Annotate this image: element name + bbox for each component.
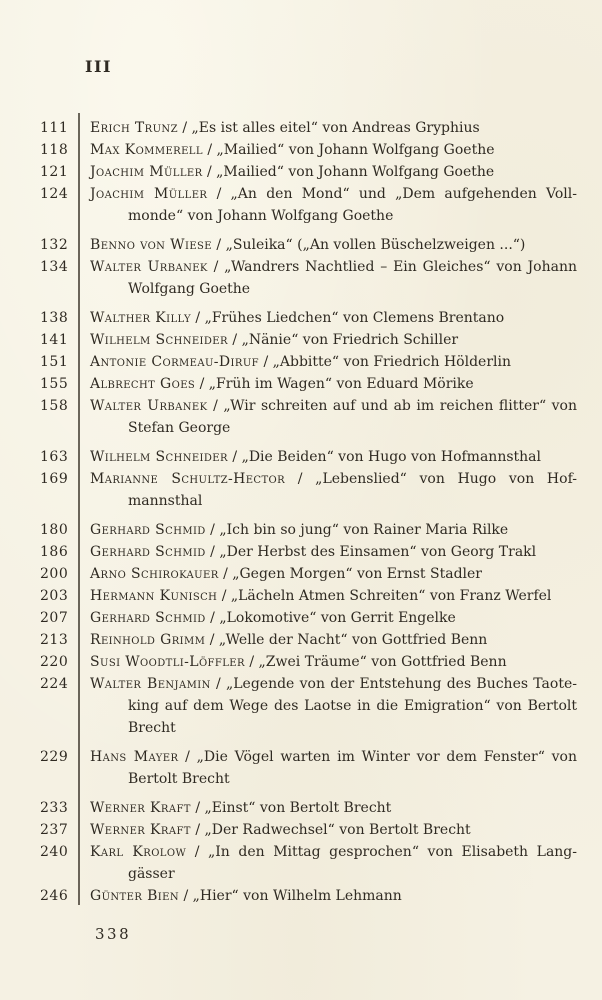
entry-text [90,183,602,227]
entry-page-number: 237 [40,822,69,838]
toc-entry [0,329,602,351]
entry-title-text: / „Hier“ von Wilhelm Lehmann [179,888,402,904]
entry-first-line [90,746,577,768]
entry-title-text: / „Die Beiden“ von Hugo von Hofmannsthal [227,449,541,465]
entry-first-line [90,183,577,205]
entry-text [90,607,602,629]
entry-title-text: king auf dem Wege des Laotse in die Emigration“ von Bertolt [128,698,577,714]
entry-author: Reinhold Grimm [90,632,206,648]
entry-text [90,256,602,300]
entry-author: Walter Benjamin [90,676,211,692]
entry-title-text: / „Zwei Träume“ von Gottfried Benn [244,654,507,670]
entry-author: Hermann Kunisch [90,588,218,604]
entry-author: Susi Woodtli-Löffler [90,654,245,670]
entry-text [90,885,602,907]
toc-entry [0,139,602,161]
entry-text [90,373,602,395]
entry-title-text: / „Die Vögel warten im Winter vor dem Fenster“ von [178,749,577,765]
entry-page-number: 186 [40,544,69,560]
entry-author: Werner Kraft [90,822,191,838]
toc-entry [0,585,602,607]
toc-entry [0,797,602,819]
entry-page-number: 203 [40,588,69,604]
entry-title-text: / „Lokomotive“ von Gerrit Engelke [205,610,456,626]
entry-title-text: / „Mailied“ von Johann Wolfgang Goethe [202,142,495,158]
entry-first-line [90,651,577,673]
entry-title-text: / „Einst“ von Bertolt Brecht [190,800,392,816]
toc-entry [0,117,602,139]
entry-title-text: / „Suleika“ („An vollen Büschelzweigen ...“) [211,237,526,253]
entry-author: Erich Trunz [90,120,178,136]
entry-first-line [90,885,577,907]
entry-author: Marianne Schultz-Hector [90,471,286,487]
toc-group [0,746,602,790]
entry-first-line [90,351,577,373]
toc-entry [0,351,602,373]
entry-text [90,651,602,673]
entry-title-text: Wolfgang Goethe [128,281,251,297]
entry-first-line [90,117,577,139]
entry-page-number: 111 [40,120,69,136]
entry-title-text: / „Der Radwechsel“ von Bertolt Brecht [190,822,471,838]
entry-first-line [90,563,577,585]
toc-entry [0,607,602,629]
entry-title-text: / „Früh im Wagen“ von Eduard Mörike [195,376,474,392]
entry-author: Walter Urbanek [90,398,208,414]
toc-entry [0,307,602,329]
entry-page-number: 138 [40,310,69,326]
entry-first-line [90,256,577,278]
toc-group [0,519,602,739]
entry-text [90,234,602,256]
entry-title-text: mannsthal [128,493,203,509]
entry-first-line [90,519,577,541]
entry-first-line [90,395,577,417]
entry-page-number: 240 [40,844,69,860]
toc-entry [0,468,602,512]
entry-text [90,563,602,585]
entry-text [90,117,602,139]
toc-entry [0,183,602,227]
entry-author: Karl Krolow [90,844,187,860]
entry-title-text: / „Abbitte“ von Friedrich Hölderlin [259,354,511,370]
toc-entry [0,563,602,585]
entry-text [90,446,602,468]
entry-page-number: 224 [40,676,69,692]
entry-page-number: 163 [40,449,69,465]
entry-page-number: 118 [40,142,69,158]
entry-title-text: / „Wir schreiten auf und ab im reichen flitter“ von [207,398,578,414]
entry-author: Arno Schirokauer [90,566,219,582]
entry-continuation-line [90,717,577,739]
entry-author: Gerhard Schmid [90,610,206,626]
entry-text [90,519,602,541]
entry-page-number: 158 [40,398,69,414]
entry-first-line [90,585,577,607]
toc-entry [0,651,602,673]
entry-first-line [90,541,577,563]
toc-entry [0,395,602,439]
entry-page-number: 124 [40,186,69,202]
entry-title-text: / „Ich bin so jung“ von Rainer Maria Rilke [205,522,509,538]
section-heading: III [85,57,112,76]
toc-list [0,117,602,907]
entry-first-line [90,841,577,863]
entry-text [90,629,602,651]
entry-text [90,395,602,439]
entry-title-text: Brecht [128,720,176,736]
toc-entry [0,256,602,300]
entry-author: Günter Bien [90,888,179,904]
entry-text [90,797,602,819]
toc-group [0,797,602,907]
entry-author: Gerhard Schmid [90,522,206,538]
entry-author: Hans Mayer [90,749,179,765]
entry-page-number: 213 [40,632,69,648]
entry-title-text: / „Der Herbst des Einsamen“ von Georg Trakl [205,544,537,560]
entry-first-line [90,446,577,468]
entry-continuation-line [90,490,577,512]
column-divider-line [78,113,80,905]
entry-title-text: gässer [128,866,175,882]
entry-title-text: / „Lächeln Atmen Schreiten“ von Franz Werfel [217,588,552,604]
toc-entry [0,373,602,395]
entry-title-text: Bertolt Brecht [128,771,230,787]
entry-continuation-line [90,417,577,439]
entry-text [90,139,602,161]
entry-author: Joachim Müller [90,164,203,180]
entry-title-text: / „Welle der Nacht“ von Gottfried Benn [205,632,488,648]
entry-text [90,351,602,373]
entry-author: Wilhelm Schneider [90,332,228,348]
toc-entry [0,519,602,541]
entry-first-line [90,629,577,651]
entry-page-number: 220 [40,654,69,670]
page-number-footer: 338 [95,925,132,943]
entry-title-text: / „Legende von der Entstehung des Buches Taote- [210,676,577,692]
entry-text [90,161,602,183]
entry-text [90,819,602,841]
entry-page-number: 132 [40,237,69,253]
entry-first-line [90,139,577,161]
toc-entry [0,885,602,907]
entry-text [90,541,602,563]
entry-page-number: 200 [40,566,69,582]
entry-author: Walter Urbanek [90,259,208,275]
entry-author: Albrecht Goes [90,376,196,392]
entry-title-text: / „An den Mond“ und „Dem aufgehenden Voll- [207,186,577,202]
entry-author: Wilhelm Schneider [90,449,228,465]
entry-page-number: 207 [40,610,69,626]
entry-first-line [90,819,577,841]
entry-title-text: / „Mailied“ von Johann Wolfgang Goethe [202,164,495,180]
entry-continuation-line [90,768,577,790]
entry-title-text: / „Nänie“ von Friedrich Schiller [227,332,459,348]
toc-entry [0,746,602,790]
entry-author: Walther Killy [90,310,191,326]
toc-entry [0,673,602,739]
entry-continuation-line [90,863,577,885]
entry-continuation-line [90,278,577,300]
entry-first-line [90,373,577,395]
entry-title-text: / „Lebenslied“ von Hugo von Hof- [285,471,577,487]
toc-entry [0,541,602,563]
toc-entry [0,629,602,651]
toc-entry [0,446,602,468]
toc-entry [0,819,602,841]
entry-author: Benno von Wiese [90,237,212,253]
entry-text [90,585,602,607]
toc-entry [0,161,602,183]
entry-first-line [90,307,577,329]
toc-group [0,234,602,300]
entry-author: Antonie Cormeau-Diruf [90,354,260,370]
entry-page-number: 151 [40,354,69,370]
entry-author: Gerhard Schmid [90,544,206,560]
entry-title-text: / „Frühes Liedchen“ von Clemens Brentano [190,310,505,326]
toc-group [0,446,602,512]
entry-title-text: Stefan George [128,420,231,436]
toc-group [0,117,602,227]
entry-title-text: / „Es ist alles eitel“ von Andreas Gryphius [177,120,480,136]
entry-page-number: 229 [40,749,69,765]
entry-text [90,841,602,885]
entry-text [90,468,602,512]
entry-first-line [90,329,577,351]
entry-text [90,307,602,329]
entry-title-text: / „Gegen Morgen“ von Ernst Stadler [218,566,482,582]
entry-first-line [90,161,577,183]
entry-continuation-line [90,205,577,227]
entry-text [90,329,602,351]
entry-first-line [90,468,577,490]
entry-title-text: / „In den Mittag gesprochen“ von Elisabeth Lang- [186,844,578,860]
entry-author: Joachim Müller [90,186,208,202]
toc-entry [0,234,602,256]
entry-first-line [90,234,577,256]
entry-page-number: 155 [40,376,69,392]
entry-author: Max Kommerell [90,142,203,158]
entry-first-line [90,607,577,629]
entry-continuation-line [90,695,577,717]
entry-first-line [90,797,577,819]
toc-group [0,307,602,439]
entry-author: Werner Kraft [90,800,191,816]
entry-page-number: 180 [40,522,69,538]
entry-page-number: 134 [40,259,69,275]
entry-title-text: / „Wandrers Nachtlied – Ein Gleiches“ von Johann [207,259,578,275]
entry-title-text: monde“ von Johann Wolfgang Goethe [128,208,394,224]
entry-text [90,673,602,739]
toc-entry [0,841,602,885]
entry-text [90,746,602,790]
entry-page-number: 169 [40,471,69,487]
entry-page-number: 141 [40,332,69,348]
entry-page-number: 121 [40,164,69,180]
entry-first-line [90,673,577,695]
entry-page-number: 246 [40,888,69,904]
entry-page-number: 233 [40,800,69,816]
